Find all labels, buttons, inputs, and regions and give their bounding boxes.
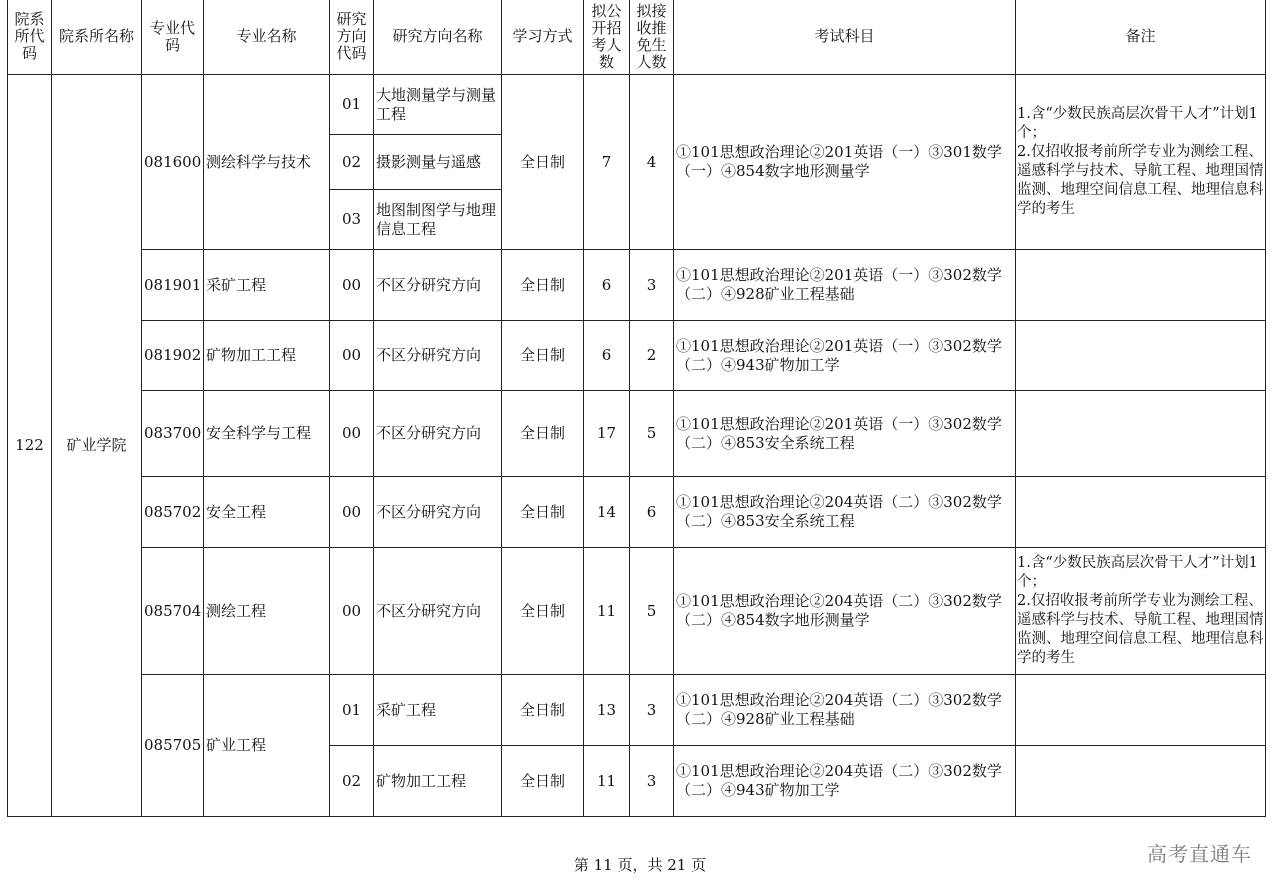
major-code-cell: 085704	[142, 548, 204, 675]
direction-name-cell: 不区分研究方向	[374, 391, 502, 477]
direction-code-cell: 01	[330, 675, 374, 746]
header-study-mode: 学习方式	[502, 0, 584, 75]
direction-name-cell: 矿物加工工程	[374, 746, 502, 817]
exam-subjects-cell: ①101思想政治理论②201英语（一）③301数学（一）④854数字地形测量学	[674, 75, 1016, 250]
header-major-code: 专业代码	[142, 0, 204, 75]
direction-name-cell: 不区分研究方向	[374, 250, 502, 321]
direction-code-cell: 03	[330, 190, 374, 250]
study-mode-cell: 全日制	[502, 548, 584, 675]
exempt-count-cell: 5	[630, 391, 674, 477]
header-plan-count: 拟公开招考人数	[584, 0, 630, 75]
major-code-cell: 085705	[142, 675, 204, 817]
header-dept-code: 院系所代码	[8, 0, 52, 75]
table-row	[8, 548, 1266, 675]
study-mode-cell: 全日制	[502, 321, 584, 391]
major-name-cell: 采矿工程	[204, 250, 330, 321]
exempt-count-cell: 5	[630, 548, 674, 675]
major-code-cell: 081600	[142, 75, 204, 250]
exempt-count-cell: 4	[630, 75, 674, 250]
direction-name-cell: 不区分研究方向	[374, 548, 502, 675]
exam-subjects-cell: ①101思想政治理论②204英语（二）③302数学（二）④854数字地形测量学	[674, 548, 1016, 675]
direction-name-cell: 摄影测量与遥感	[374, 135, 502, 190]
exam-subjects-cell: ①101思想政治理论②204英语（二）③302数学（二）④943矿物加工学	[674, 746, 1016, 817]
header-exam-subjects: 考试科目	[674, 0, 1016, 75]
plan-count-cell: 13	[584, 675, 630, 746]
plan-count-cell: 6	[584, 250, 630, 321]
dept-code-cell: 122	[8, 75, 52, 817]
direction-name-cell: 采矿工程	[374, 675, 502, 746]
direction-name-cell: 不区分研究方向	[374, 477, 502, 548]
header-exempt-count: 拟接收推免生人数	[630, 0, 674, 75]
direction-code-cell: 00	[330, 250, 374, 321]
remarks-cell	[1016, 321, 1266, 391]
exempt-count-cell: 3	[630, 250, 674, 321]
study-mode-cell: 全日制	[502, 250, 584, 321]
remarks-cell: 1.含“少数民族高层次骨干人才”计划1个； 2.仅招收报考前所学专业为测绘工程、遥感科学与技术、导航工程、地理国情监测、地理空间信息工程、地理信息科学的考生	[1016, 548, 1266, 675]
exam-subjects-cell: ①101思想政治理论②204英语（二）③302数学（二）④853安全系统工程	[674, 477, 1016, 548]
table-row	[8, 391, 1266, 477]
major-name-cell: 安全工程	[204, 477, 330, 548]
header-dept-name: 院系所名称	[52, 0, 142, 75]
header-direction-code: 研究方向代码	[330, 0, 374, 75]
direction-code-cell: 01	[330, 75, 374, 135]
admissions-table	[7, 0, 1266, 817]
exempt-count-cell: 6	[630, 477, 674, 548]
dept-name-cell: 矿业学院	[52, 75, 142, 817]
major-code-cell: 081901	[142, 250, 204, 321]
exempt-count-cell: 3	[630, 746, 674, 817]
table-row	[8, 250, 1266, 321]
remarks-cell	[1016, 391, 1266, 477]
remarks-cell	[1016, 675, 1266, 746]
table-row	[8, 477, 1266, 548]
direction-name-cell: 大地测量学与测量工程	[374, 75, 502, 135]
exam-subjects-cell: ①101思想政治理论②201英语（一）③302数学（二）④853安全系统工程	[674, 391, 1016, 477]
study-mode-cell: 全日制	[502, 391, 584, 477]
direction-code-cell: 02	[330, 135, 374, 190]
header-direction-name: 研究方向名称	[374, 0, 502, 75]
major-name-cell: 矿业工程	[204, 675, 330, 817]
remarks-cell	[1016, 477, 1266, 548]
table-row	[8, 675, 1266, 746]
plan-count-cell: 14	[584, 477, 630, 548]
exam-subjects-cell: ①101思想政治理论②204英语（二）③302数学（二）④928矿业工程基础	[674, 675, 1016, 746]
header-major-name: 专业名称	[204, 0, 330, 75]
exempt-count-cell: 3	[630, 675, 674, 746]
direction-code-cell: 00	[330, 548, 374, 675]
major-name-cell: 安全科学与工程	[204, 391, 330, 477]
major-name-cell: 测绘工程	[204, 548, 330, 675]
plan-count-cell: 11	[584, 548, 630, 675]
major-code-cell: 083700	[142, 391, 204, 477]
plan-count-cell: 6	[584, 321, 630, 391]
remarks-cell	[1016, 250, 1266, 321]
direction-code-cell: 00	[330, 321, 374, 391]
plan-count-cell: 7	[584, 75, 630, 250]
plan-count-cell: 11	[584, 746, 630, 817]
table-row	[8, 321, 1266, 391]
major-code-cell: 085702	[142, 477, 204, 548]
table-row	[8, 75, 1266, 135]
exam-subjects-cell: ①101思想政治理论②201英语（一）③302数学（二）④943矿物加工学	[674, 321, 1016, 391]
watermark: 高考直通车	[1147, 842, 1252, 866]
direction-name-cell: 不区分研究方向	[374, 321, 502, 391]
study-mode-cell: 全日制	[502, 477, 584, 548]
plan-count-cell: 17	[584, 391, 630, 477]
direction-code-cell: 00	[330, 477, 374, 548]
study-mode-cell: 全日制	[502, 675, 584, 746]
study-mode-cell: 全日制	[502, 75, 584, 250]
header-row	[8, 0, 1266, 75]
major-name-cell: 矿物加工工程	[204, 321, 330, 391]
direction-code-cell: 02	[330, 746, 374, 817]
direction-code-cell: 00	[330, 391, 374, 477]
major-code-cell: 081902	[142, 321, 204, 391]
exempt-count-cell: 2	[630, 321, 674, 391]
exam-subjects-cell: ①101思想政治理论②201英语（一）③302数学（二）④928矿业工程基础	[674, 250, 1016, 321]
header-remarks: 备注	[1016, 0, 1266, 75]
major-name-cell: 测绘科学与技术	[204, 75, 330, 250]
direction-name-cell: 地图制图学与地理信息工程	[374, 190, 502, 250]
page-footer: 第 11 页，共 21 页	[573, 856, 707, 874]
remarks-cell: 1.含“少数民族高层次骨干人才”计划1个； 2.仅招收报考前所学专业为测绘工程、遥感科学与技术、导航工程、地理国情监测、地理空间信息工程、地理信息科学的考生	[1016, 75, 1266, 250]
study-mode-cell: 全日制	[502, 746, 584, 817]
remarks-cell	[1016, 746, 1266, 817]
